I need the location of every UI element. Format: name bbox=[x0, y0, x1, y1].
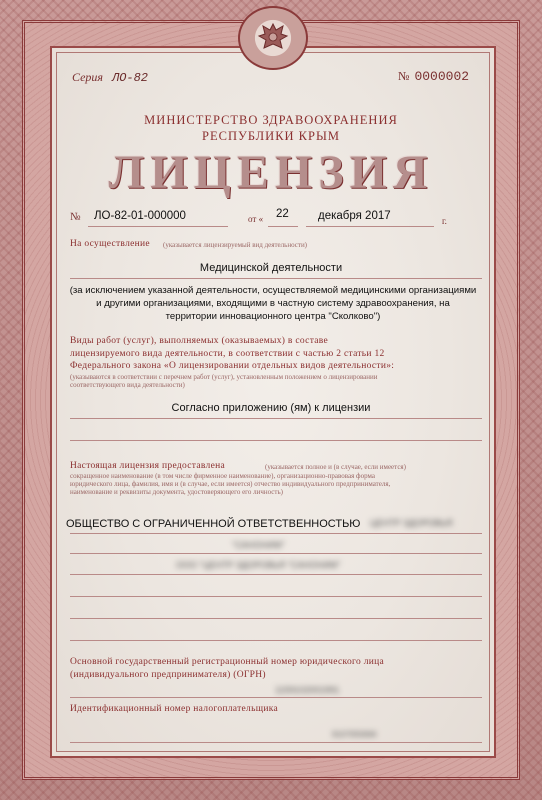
ogrn-line-2: (индивидуального предпринимателя) (ОГРН) bbox=[70, 669, 266, 680]
holder-hint-1: (указывается полное и (в случае, если имеется) bbox=[265, 463, 406, 471]
activity-note-line-1: (за исключением указанной деятельности, осуществляемой медицинскими организациями bbox=[69, 285, 477, 296]
works-label bbox=[70, 335, 394, 373]
ministry-line-1: МИНИСТЕРСТВО ЗДРАВООХРАНЕНИЯ bbox=[144, 113, 398, 127]
works-line-1: Виды работ (услуг), выполняемых (оказываемых) в составе bbox=[70, 336, 329, 346]
license-no-value: ЛО-82-01-000000 bbox=[94, 210, 186, 222]
activity-note-line-2: и другими организациями, входящими в частную систему здравоохранения, на bbox=[96, 298, 450, 309]
works-value: Согласно приложению (ям) к лицензии bbox=[171, 402, 371, 414]
coat-of-arms-emblem bbox=[238, 6, 308, 70]
activity-note bbox=[56, 284, 490, 323]
document-title: ЛИЦЕНЗИЯ bbox=[108, 146, 434, 199]
inn-label: Идентификационный номер налогоплательщика bbox=[70, 704, 279, 714]
license-from-label: от « bbox=[248, 214, 264, 224]
holder-hint bbox=[70, 472, 390, 496]
works-line-3: Федерального закона «О лицензировании отдельных видов деятельности»: bbox=[70, 361, 395, 371]
series-value: ЛО-82 bbox=[112, 71, 149, 85]
works-hint bbox=[70, 373, 378, 389]
holder-hint-line-2: сокращенное наименование (в том числе фирменное наименование), организационно-правовая форма bbox=[70, 472, 375, 480]
number-value: 0000002 bbox=[414, 69, 470, 84]
double-headed-eagle-icon bbox=[253, 18, 293, 58]
activity-hint: (указывается лицензируемый вид деятельности) bbox=[163, 241, 308, 249]
ogrn-label bbox=[70, 656, 384, 681]
series-field bbox=[72, 70, 148, 85]
license-month-year: декабря 2017 bbox=[318, 210, 391, 222]
ministry-line-2: РЕСПУБЛИКИ КРЫМ bbox=[202, 129, 340, 143]
number-label: № bbox=[398, 69, 410, 83]
holder-hint-line-4: наименование и реквизиты документа, удостоверяющего его личность) bbox=[70, 488, 283, 496]
license-day: 22 bbox=[276, 208, 289, 220]
holder-name-redacted-1: ЦЕНТР ЗДОРОВЬЯ bbox=[370, 518, 453, 528]
series-label: Серия bbox=[72, 70, 103, 84]
number-field bbox=[398, 69, 469, 84]
works-hint-line-2: соответствующего вида деятельности) bbox=[70, 381, 185, 389]
works-hint-line-1: (указываются в соответствии с перечнем работ (услуг), установленным положением о лицензировании bbox=[70, 373, 378, 381]
works-line-2: лицензируемого вида деятельности, в соответствии с частью 2 статьи 12 bbox=[70, 348, 385, 359]
license-year-suffix: г. bbox=[442, 216, 447, 226]
license-no-label: № bbox=[70, 211, 81, 223]
holder-label: Настоящая лицензия предоставлена bbox=[70, 461, 225, 471]
activity-note-line-3: территории инновационного центра "Сколково") bbox=[165, 311, 381, 322]
activity-value: Медицинской деятельности bbox=[199, 262, 343, 274]
activity-label: На осуществление bbox=[70, 239, 150, 249]
holder-name-line-1: ОБЩЕСТВО С ОГРАНИЧЕННОЙ ОТВЕТСТВЕННОСТЬЮ bbox=[66, 518, 361, 530]
holder-name-redacted-2: "САНОНИМ" bbox=[232, 540, 285, 550]
ogrn-line-1: Основной государственный регистрационный номер юридического лица bbox=[70, 657, 385, 667]
holder-name-redacted-3: ООО "ЦЕНТР ЗДОРОВЬЯ "САНОНИМ" bbox=[176, 560, 341, 570]
holder-hint-line-3: юридического лица, фамилия, имя и (в случае, если имеется) отчество индивидуального предпринимателя, bbox=[70, 480, 391, 488]
ministry-name bbox=[60, 112, 482, 144]
ogrn-redacted: 1159102001991 bbox=[275, 685, 340, 695]
inn-redacted: 9107055694 bbox=[332, 730, 377, 739]
